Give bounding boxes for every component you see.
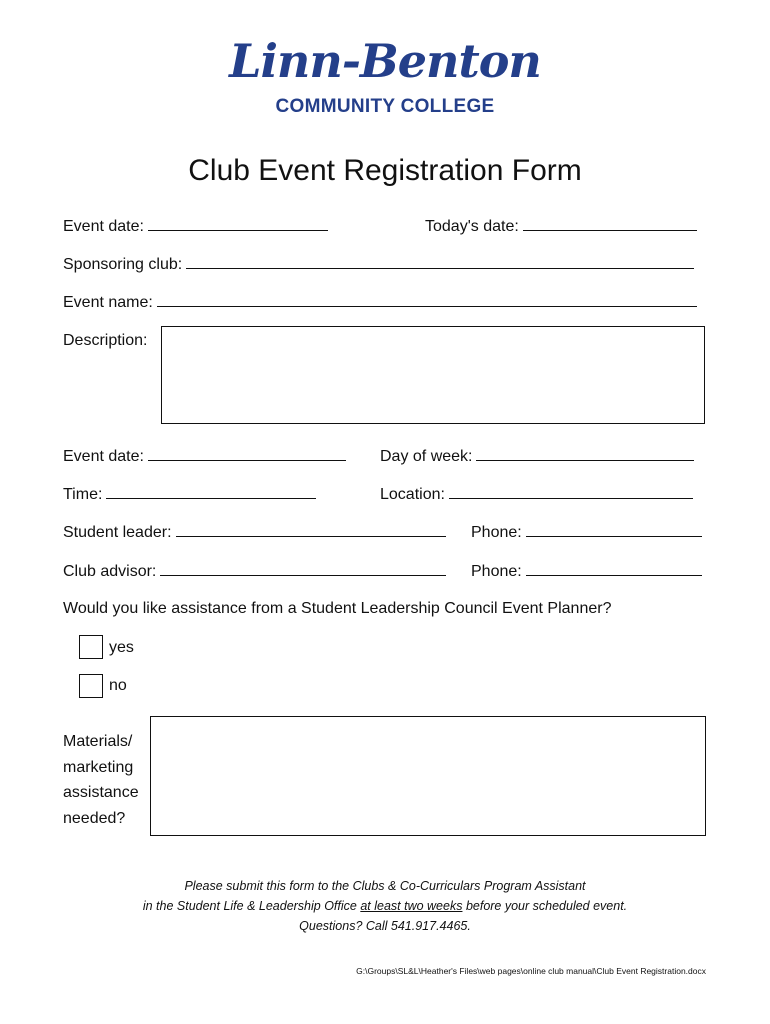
student-leader-phone-field[interactable] xyxy=(471,522,702,543)
phone-label-1: Phone: xyxy=(471,524,522,541)
instructions-line-1: Please submit this form to the Clubs & Co-Curriculars Program Assistant xyxy=(184,879,586,893)
club-advisor-line[interactable] xyxy=(160,561,446,576)
instructions-line-2-start: in the Student Life & Leadership Office xyxy=(142,899,361,913)
time-line[interactable] xyxy=(106,484,316,499)
time-field[interactable] xyxy=(63,484,316,505)
day-of-week-field[interactable] xyxy=(380,446,694,467)
student-leader-field[interactable] xyxy=(63,522,446,543)
event-date-field[interactable] xyxy=(63,216,328,237)
club-advisor-field[interactable] xyxy=(63,561,446,582)
instructions-line-2 xyxy=(0,896,770,916)
day-of-week-line[interactable] xyxy=(476,446,694,461)
event-date-2-line[interactable] xyxy=(148,446,346,461)
materials-box[interactable] xyxy=(150,716,706,836)
todays-date-label: Today's date: xyxy=(425,218,519,235)
no-checkbox[interactable] xyxy=(79,674,103,698)
materials-label-line-1: Materials/ xyxy=(63,733,133,750)
event-date-2-label: Event date: xyxy=(63,448,144,465)
sponsoring-club-line[interactable] xyxy=(186,254,694,269)
materials-label-line-4: needed? xyxy=(63,809,126,827)
club-advisor-phone-field[interactable] xyxy=(471,561,702,582)
instructions-contact: Questions? Call 541.917.4465. xyxy=(299,919,471,933)
yes-checkbox[interactable] xyxy=(79,635,103,659)
materials-label-line-3: assistance xyxy=(63,784,139,801)
event-date-2-field[interactable] xyxy=(63,446,346,467)
event-name-label: Event name: xyxy=(63,294,153,311)
location-field[interactable] xyxy=(380,484,693,505)
assistance-question: Would you like assistance from a Student Leadership Council Event Planner? xyxy=(63,600,612,617)
college-logo-script: Linn-Benton xyxy=(229,34,541,88)
phone-label-2: Phone: xyxy=(471,563,522,580)
instructions-line-2-end: before your scheduled event. xyxy=(462,899,628,913)
location-line[interactable] xyxy=(449,484,693,499)
event-date-label: Event date: xyxy=(63,218,144,235)
todays-date-line[interactable] xyxy=(523,216,697,231)
event-date-line[interactable] xyxy=(148,216,328,231)
sponsoring-club-field[interactable] xyxy=(63,254,694,275)
college-logo-subtitle: COMMUNITY COLLEGE xyxy=(275,96,495,117)
phone-line-2[interactable] xyxy=(526,561,702,576)
student-leader-label: Student leader: xyxy=(63,524,172,541)
materials-label xyxy=(63,729,139,831)
location-label: Location: xyxy=(380,486,445,503)
no-label: no xyxy=(109,677,127,694)
yes-label: yes xyxy=(109,639,134,656)
description-label: Description: xyxy=(63,332,148,349)
event-name-line[interactable] xyxy=(157,292,697,307)
description-box[interactable] xyxy=(161,326,705,424)
todays-date-field[interactable] xyxy=(425,216,697,237)
submission-instructions xyxy=(0,876,770,936)
document-file-path: G:\Groups\SL&L\Heather's Files\web pages\online club manual\Club Event Registration.docx xyxy=(356,966,706,976)
phone-line-1[interactable] xyxy=(526,522,702,537)
instructions-deadline: at least two weeks xyxy=(360,899,463,913)
time-label: Time: xyxy=(63,486,103,503)
club-advisor-label: Club advisor: xyxy=(63,563,157,580)
event-name-field[interactable] xyxy=(63,292,697,313)
materials-label-line-2: marketing xyxy=(63,758,134,776)
sponsoring-club-label: Sponsoring club: xyxy=(63,256,183,273)
student-leader-line[interactable] xyxy=(176,522,446,537)
day-of-week-label: Day of week: xyxy=(380,448,473,465)
form-title: Club Event Registration Form xyxy=(188,154,582,187)
